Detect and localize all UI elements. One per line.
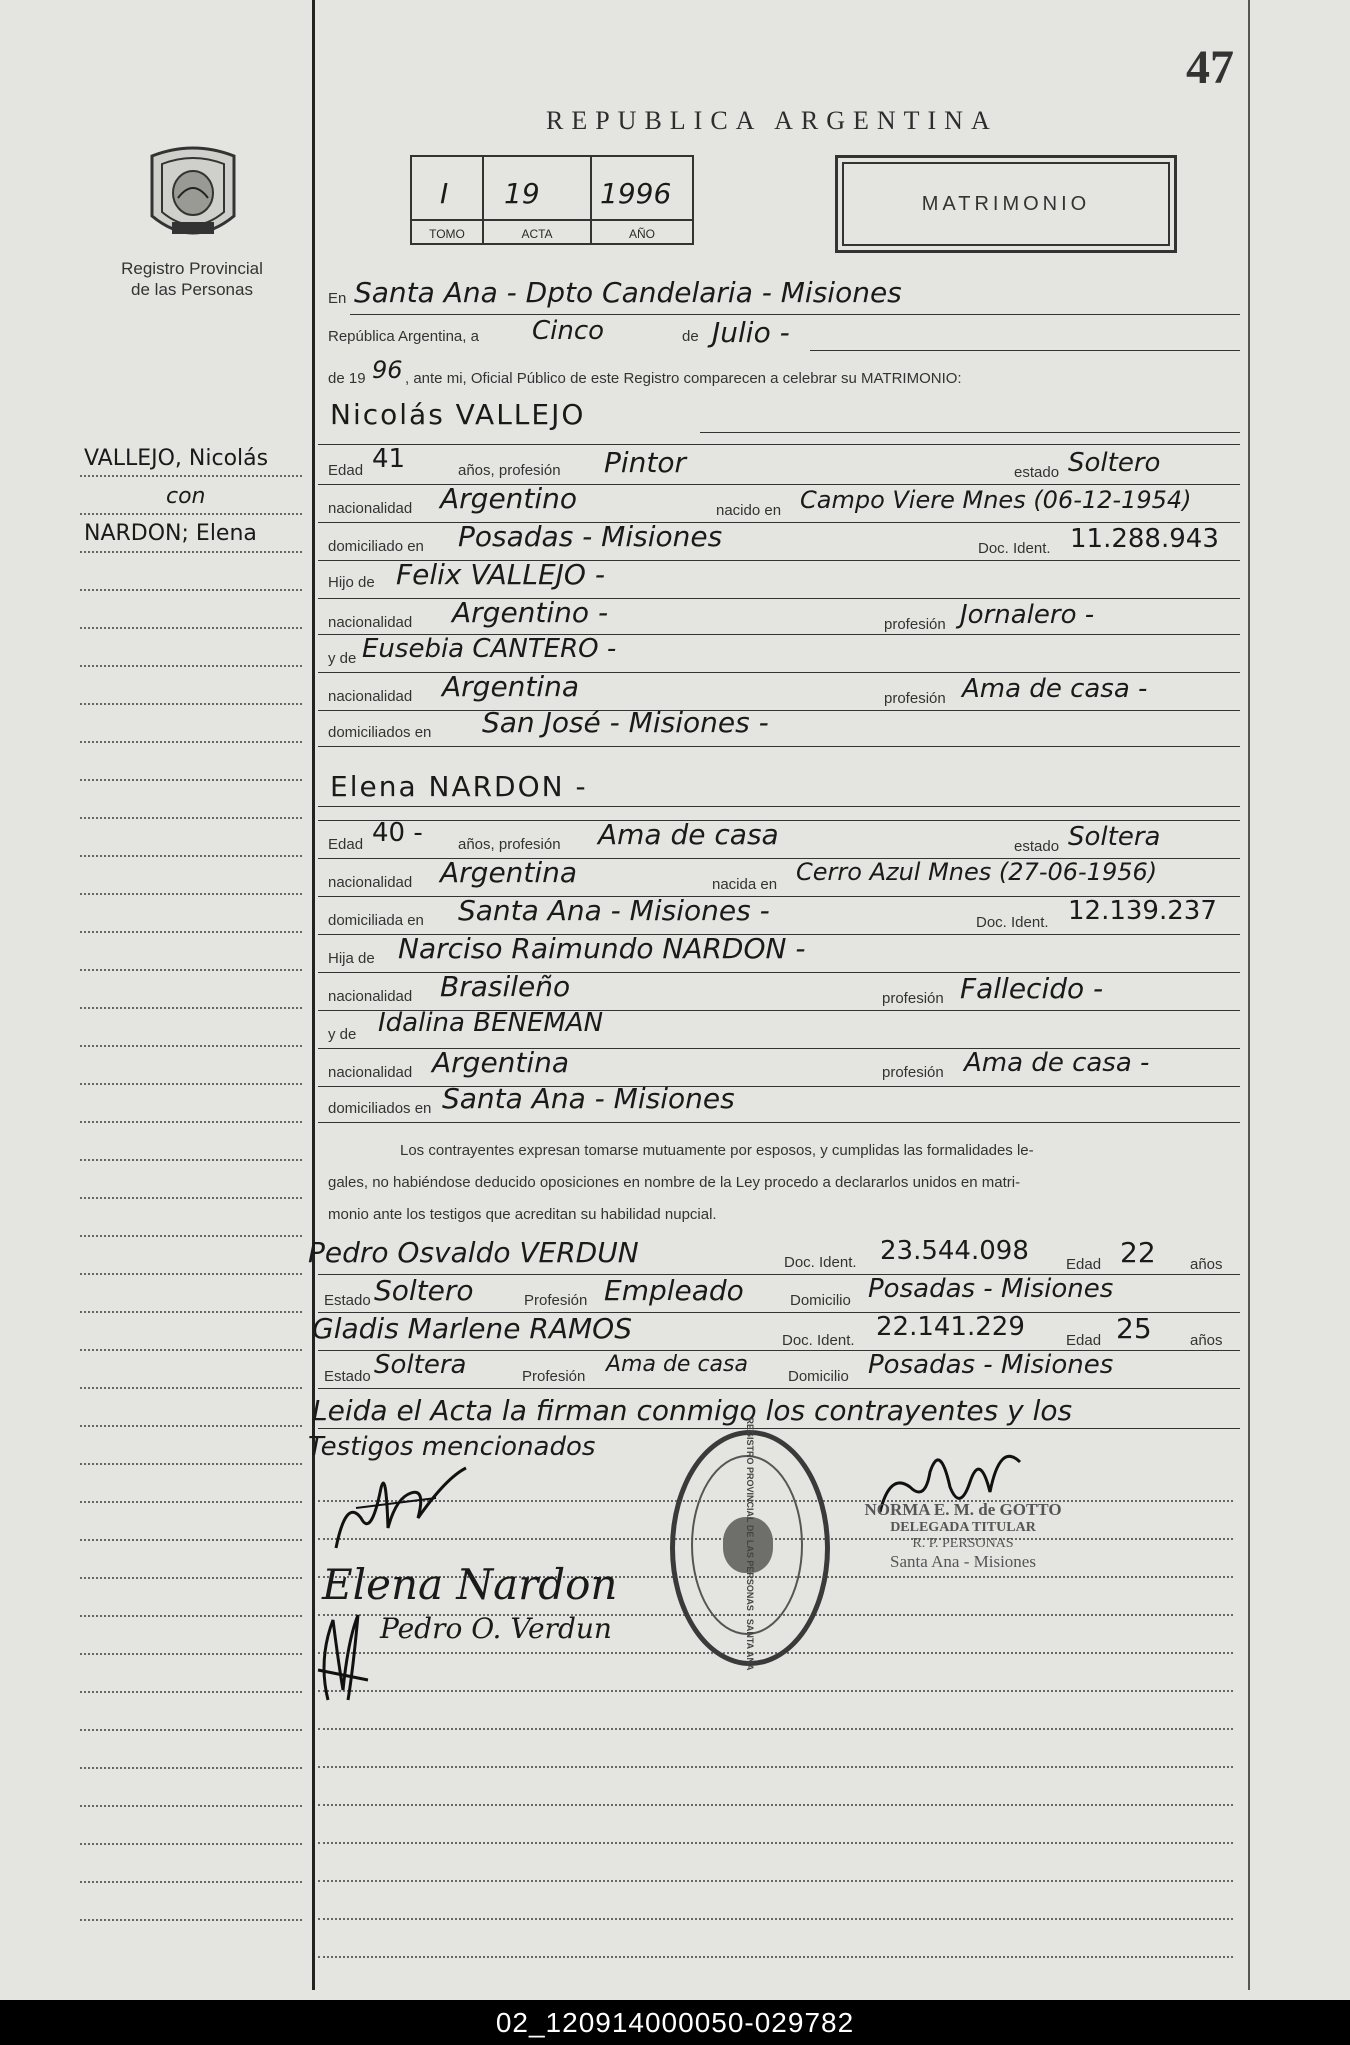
witness2-profesion-label: Profesión <box>522 1368 586 1385</box>
groom-parents-address: San José - Misiones - <box>482 706 769 739</box>
official-title: DELEGADA TITULAR <box>890 1520 1036 1535</box>
right-border <box>1248 0 1250 1990</box>
groom-parents-dom-label: domiciliados en <box>328 724 432 741</box>
bride-address: Santa Ana - Misiones - <box>458 894 770 927</box>
bride-nationality: Argentina <box>440 856 578 889</box>
bride-parents-address: Santa Ana - Misiones <box>442 1082 735 1115</box>
witness1-profession: Empleado <box>604 1274 744 1307</box>
provincial-seal-icon <box>142 138 244 250</box>
witness1-profesion-label: Profesión <box>524 1292 588 1309</box>
witness-signature: Pedro O. Verdun <box>380 1612 612 1645</box>
groom-birthplace: Campo Viere Mnes (06-12-1954) <box>800 486 1192 514</box>
acta-label: ACTA <box>521 227 553 241</box>
official-location: Santa Ana - Misiones <box>890 1552 1036 1571</box>
country-title: REPUBLICA ARGENTINA <box>546 106 998 135</box>
record-number-box <box>410 155 694 245</box>
witness1-estado-label: Estado <box>324 1292 371 1309</box>
groom-father-profession: Jornalero - <box>960 600 1095 630</box>
groom-doc-label: Doc. Ident. <box>978 540 1051 557</box>
witness2-address: Posadas - Misiones <box>868 1350 1114 1380</box>
groom-estado-label: estado <box>1014 464 1060 481</box>
witness1-address: Posadas - Misiones <box>868 1274 1114 1304</box>
bride-mother: Idalina BENEMAN <box>378 1008 604 1038</box>
witness2-estado: Soltera <box>374 1350 467 1380</box>
bride-name: Elena NARDON - <box>330 770 588 803</box>
year-suffix: 96 <box>372 356 403 384</box>
witness2-anos-label: años <box>1190 1332 1223 1349</box>
groom-profession: Pintor <box>604 446 687 479</box>
ceremony-place: Santa Ana - Dpto Candelaria - Misiones <box>354 276 902 309</box>
witness1-anos-label: años <box>1190 1256 1223 1273</box>
image-code-footer: 02_120914000050-029782 <box>0 2000 1350 2045</box>
witness2-name: Gladis Marlene RAMOS <box>312 1312 632 1345</box>
groom-estado: Soltero <box>1068 448 1161 478</box>
groom-mother: Eusebia CANTERO - <box>362 634 617 664</box>
groom-mother-nat-label: nacionalidad <box>328 688 413 705</box>
bride-doc-label: Doc. Ident. <box>976 914 1049 931</box>
tomo-label: TOMO <box>429 227 465 241</box>
ceremony-day: Cinco <box>532 316 605 346</box>
round-stamp <box>670 1417 830 1671</box>
bride-nacionalidad-label: nacionalidad <box>328 874 413 891</box>
groom-name: Nicolás VALLEJO <box>330 398 586 431</box>
bride-father-prof-label: profesión <box>882 990 944 1007</box>
witness1-edad-label: Edad <box>1066 1256 1102 1273</box>
bride-father-nationality: Brasileño <box>440 970 571 1003</box>
bride-mother-prof-label: profesión <box>882 1064 944 1081</box>
bride-father: Narciso Raimundo NARDON - <box>398 932 806 965</box>
groom-doc: 11.288.943 <box>1070 524 1219 554</box>
tomo-value: I <box>440 177 449 210</box>
official-stamp <box>848 1500 1078 1572</box>
groom-mother-label: y de <box>328 650 357 667</box>
comparecen-text: , ante mi, Oficial Público de este Registro comparecen a celebrar su MATRIMONIO: <box>405 370 962 387</box>
groom-mother-nationality: Argentina <box>442 670 580 703</box>
ano-label: AÑO <box>628 227 655 241</box>
witness2-age: 25 <box>1116 1312 1152 1345</box>
witness1-age: 22 <box>1120 1236 1156 1269</box>
de-label: de <box>682 328 699 345</box>
groom-profesion-label: años, profesión <box>458 462 561 479</box>
bride-father-label: Hija de <box>328 950 375 967</box>
closing-line2: Testigos mencionados <box>308 1432 596 1462</box>
document-type: MATRIMONIO <box>921 192 1091 215</box>
witness1-doc-label: Doc. Ident. <box>784 1254 857 1271</box>
year-prefix: de 19 <box>328 370 366 387</box>
groom-mother-profession: Ama de casa - <box>962 674 1148 704</box>
witness1-name: Pedro Osvaldo VERDUN <box>308 1236 639 1269</box>
second-witness-signature <box>308 1600 378 1710</box>
republica-label: República Argentina, a <box>328 328 479 345</box>
bride-estado: Soltera <box>1068 822 1161 852</box>
witness1-domicilio-label: Domicilio <box>790 1292 851 1309</box>
bride-profesion-label: años, profesión <box>458 836 561 853</box>
registry-line1: Registro Provincial <box>121 259 263 278</box>
groom-mother-prof-label: profesión <box>884 690 946 707</box>
groom-nationality: Argentino <box>440 482 578 515</box>
groom-edad-label: Edad <box>328 462 364 479</box>
bride-father-profession: Fallecido - <box>960 972 1104 1005</box>
bride-father-nat-label: nacionalidad <box>328 988 413 1005</box>
witness1-estado: Soltero <box>374 1274 474 1307</box>
registry-name <box>92 258 292 300</box>
registry-line2: de las Personas <box>131 280 253 299</box>
bride-mother-profession: Ama de casa - <box>964 1048 1150 1078</box>
margin-note-line2: con <box>166 484 206 509</box>
bride-mother-nat-label: nacionalidad <box>328 1064 413 1081</box>
witness1-doc: 23.544.098 <box>880 1236 1029 1266</box>
bride-mother-label: y de <box>328 1026 357 1043</box>
official-office: R. P. PERSONAS <box>912 1536 1014 1551</box>
en-label: En <box>328 290 347 307</box>
groom-father-label: Hijo de <box>328 574 375 591</box>
ano-value: 1996 <box>600 177 672 210</box>
groom-father-nat-label: nacionalidad <box>328 614 413 631</box>
declaration-line3: monio ante los testigos que acreditan su habilidad nupcial. <box>328 1206 717 1223</box>
witness2-doc: 22.141.229 <box>876 1312 1025 1342</box>
bride-birthplace: Cerro Azul Mnes (27-06-1956) <box>796 858 1158 886</box>
groom-nacionalidad-label: nacionalidad <box>328 500 413 517</box>
bride-estado-label: estado <box>1014 838 1060 855</box>
witness2-estado-label: Estado <box>324 1368 371 1385</box>
official-name: NORMA E. M. de GOTTO <box>864 1500 1062 1519</box>
bride-doc: 12.139.237 <box>1068 896 1217 926</box>
bride-age: 40 - <box>372 818 423 848</box>
witness2-edad-label: Edad <box>1066 1332 1102 1349</box>
bride-edad-label: Edad <box>328 836 364 853</box>
folio-number: 47 <box>1186 41 1234 94</box>
round-stamp-text: REGISTRO PROVINCIAL DE LAS PERSONAS - SANTA ANA <box>745 1417 755 1671</box>
margin-note-line3: NARDON; Elena <box>84 521 257 546</box>
bride-signature: Elena Nardon <box>322 1560 618 1609</box>
document-type-box <box>835 155 1177 253</box>
bride-parents-dom-label: domiciliados en <box>328 1100 432 1117</box>
witness2-doc-label: Doc. Ident. <box>782 1332 855 1349</box>
bride-profession: Ama de casa <box>598 818 779 851</box>
groom-address: Posadas - Misiones <box>458 520 723 553</box>
bride-domicilio-label: domiciliada en <box>328 912 424 929</box>
declaration-line2: gales, no habiéndose deducido oposiciones en nombre de la Ley procedo a declararlos unidos en matri- <box>328 1174 1021 1191</box>
acta-value: 19 <box>504 177 540 210</box>
groom-age: 41 <box>372 444 406 474</box>
groom-nacido-label: nacido en <box>716 502 782 519</box>
ceremony-month: Julio - <box>712 316 790 349</box>
closing-line1: Leida el Acta la firman conmigo los contrayentes y los <box>312 1394 1073 1427</box>
groom-signature <box>326 1458 476 1558</box>
groom-father: Felix VALLEJO - <box>396 558 605 591</box>
declaration-line1: Los contrayentes expresan tomarse mutuamente por esposos, y cumplidas las formalidades le- <box>400 1142 1034 1159</box>
witness2-profession: Ama de casa <box>606 1352 748 1377</box>
margin-note-line1: VALLEJO, Nicolás <box>84 446 269 471</box>
groom-father-prof-label: profesión <box>884 616 946 633</box>
groom-domicilio-label: domiciliado en <box>328 538 424 555</box>
witness2-domicilio-label: Domicilio <box>788 1368 849 1385</box>
groom-father-nationality: Argentino - <box>452 596 609 629</box>
bride-mother-nationality: Argentina <box>432 1046 570 1079</box>
bride-nacida-label: nacida en <box>712 876 778 893</box>
